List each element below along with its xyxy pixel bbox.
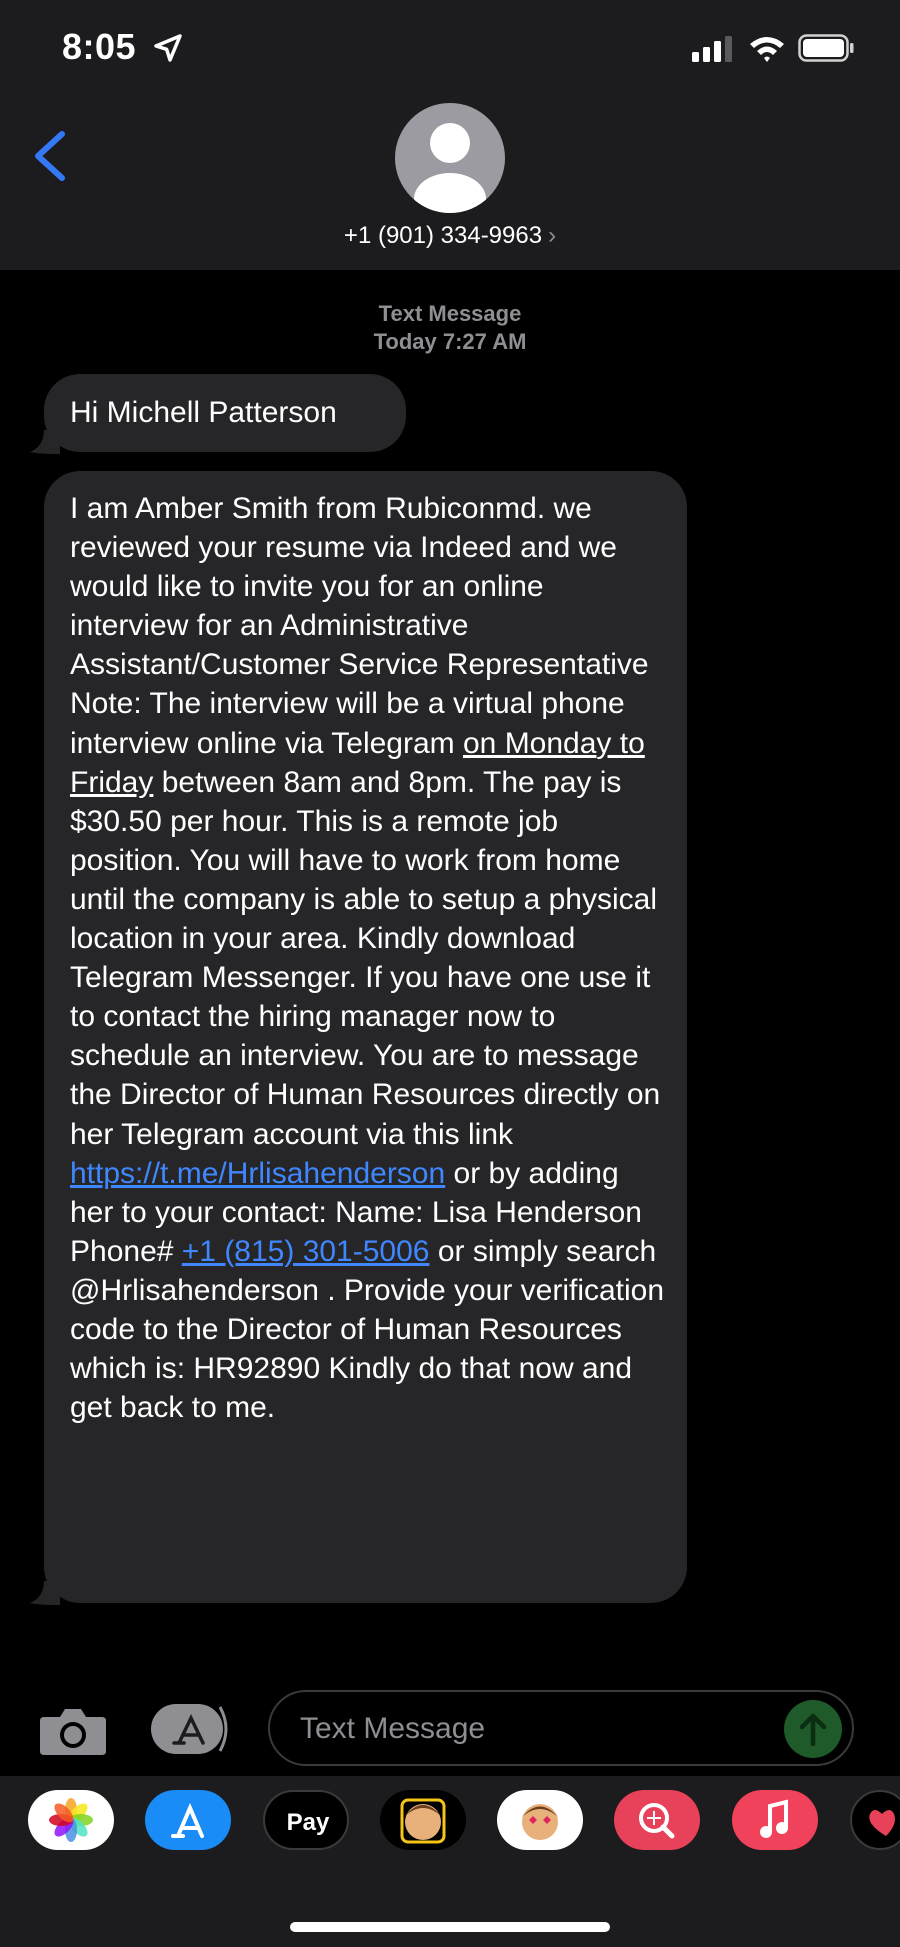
conversation-header	[0, 0, 900, 270]
images-search-icon	[614, 1790, 700, 1850]
camera-icon[interactable]	[38, 1703, 108, 1757]
message-timestamp: Today 7:27 AM	[373, 329, 527, 354]
memoji-app-button[interactable]	[380, 1790, 466, 1850]
contact-name[interactable]	[0, 222, 900, 250]
app-store-button-icon[interactable]	[150, 1703, 232, 1755]
apple-pay-icon: Pay	[286, 1809, 330, 1836]
apple-pay-app-button[interactable]	[263, 1790, 349, 1850]
images-search-app-button[interactable]	[614, 1790, 700, 1850]
app-store-app-button[interactable]	[145, 1790, 231, 1850]
digital-touch-icon	[852, 1792, 900, 1850]
message-text-part: I am Amber Smith from Rubiconmd. we reviewed your resume via Indeed and we would like to invite you for an online interview for an Administrative Assistant/Customer Service Representative Note: The interview will be a virtual phone interview online via Telegram	[70, 492, 649, 760]
animoji-stickers-icon	[497, 1790, 583, 1850]
bubble-tail	[30, 430, 60, 454]
music-icon	[732, 1790, 818, 1850]
photos-app-button[interactable]	[28, 1790, 114, 1850]
wifi-icon	[748, 34, 786, 64]
stickers-app-button[interactable]	[497, 1790, 583, 1850]
phone-number-link[interactable]: +1 (815) 301-5006	[181, 1234, 430, 1268]
person-icon	[395, 103, 505, 213]
message-text-part: or simply search @Hrlisahenderson . Provide your verification code to the Director of Human Resources which is: HR92890 Kindly do that now and get back to me.	[70, 1234, 665, 1425]
memoji-icon	[380, 1790, 466, 1850]
message-kind: Text Message	[378, 301, 522, 326]
back-chevron-icon[interactable]	[30, 128, 70, 184]
thread-meta	[0, 300, 900, 356]
message-bubble-body[interactable]	[44, 471, 687, 1603]
contact-phone[interactable]: +1 (901) 334-9963	[343, 222, 543, 249]
photos-icon	[28, 1790, 114, 1850]
message-input[interactable]	[298, 1708, 762, 1750]
location-arrow-icon	[152, 32, 184, 64]
message-text-part: or by adding her to your contact: Name: Lisa Henderson Phone#	[70, 1156, 642, 1268]
app-store-icon	[145, 1790, 231, 1850]
home-indicator[interactable]	[290, 1922, 610, 1932]
contact-avatar[interactable]	[395, 103, 505, 213]
cellular-signal-icon	[692, 36, 734, 62]
contact-chevron-icon: ›	[548, 222, 557, 249]
digital-touch-app-button[interactable]	[850, 1790, 900, 1850]
music-app-button[interactable]	[732, 1790, 818, 1850]
send-button[interactable]	[784, 1700, 842, 1758]
message-compose-field[interactable]	[268, 1690, 854, 1766]
message-body-text	[70, 489, 670, 1427]
message-bubble-greeting[interactable]	[44, 374, 406, 452]
date-link[interactable]: on Monday to Friday	[70, 726, 645, 799]
arrow-up-icon	[784, 1700, 842, 1758]
message-text-part: between 8am and 8pm. The pay is $30.50 per hour. This is a remote job position. You will have to work from home until the company is able to setup a physical location in your area. Kindly download Telegram Messenger. If you have one use it to contact the hiring manager now to schedule an interview. You are to message the Director of Human Resources directly on her Telegram account via this link	[70, 765, 661, 1151]
bubble-tail	[30, 1581, 60, 1605]
battery-icon	[798, 34, 854, 62]
telegram-url-link[interactable]: https://t.me/Hrlisahenderson	[70, 1156, 446, 1190]
status-time: 8:05	[62, 26, 137, 67]
message-text: Hi Michell Patterson	[70, 396, 337, 429]
